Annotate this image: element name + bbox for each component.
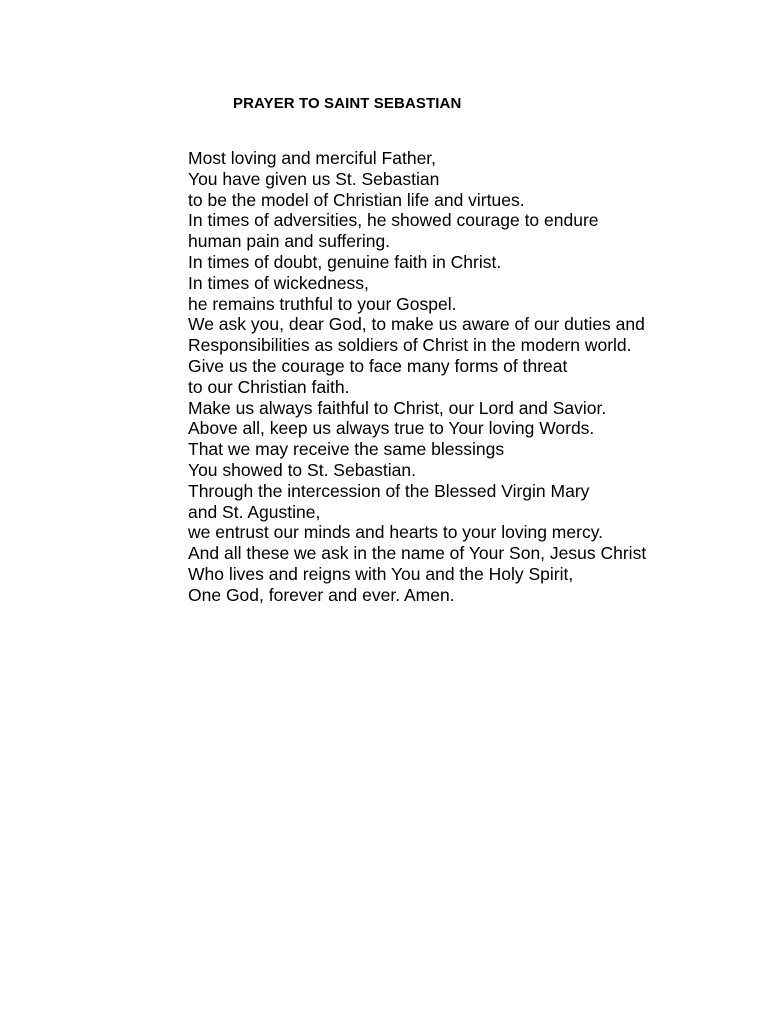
prayer-line: One God, forever and ever. Amen. bbox=[188, 584, 455, 605]
prayer-line: And all these we ask in the name of Your Son, Jesus Christ bbox=[188, 543, 647, 564]
prayer-line: Through the intercession of the Blessed Virgin Mary bbox=[188, 480, 590, 501]
prayer-title: PRAYER TO SAINT SEBASTIAN bbox=[233, 95, 462, 112]
prayer-line: Who lives and reigns with You and the Holy Spirit, bbox=[188, 563, 574, 584]
prayer-line: You have given us St. Sebastian bbox=[188, 168, 440, 189]
prayer-line: You showed to St. Sebastian. bbox=[188, 459, 416, 480]
prayer-line: Give us the courage to face many forms of threat bbox=[188, 355, 568, 376]
prayer-line: to be the model of Christian life and virtues. bbox=[188, 189, 525, 210]
prayer-line: Most loving and merciful Father, bbox=[188, 148, 437, 168]
prayer-line: and St. Agustine, bbox=[188, 501, 321, 522]
prayer-line: That we may receive the same blessings bbox=[188, 439, 505, 460]
prayer-line: he remains truthful to your Gospel. bbox=[188, 293, 457, 314]
prayer-line: In times of doubt, genuine faith in Christ. bbox=[188, 251, 502, 272]
prayer-line: We ask you, dear God, to make us aware of our duties and bbox=[188, 314, 645, 335]
prayer-line: Above all, keep us always true to Your loving Words. bbox=[188, 418, 595, 439]
prayer-line: human pain and suffering. bbox=[188, 231, 391, 252]
prayer-line: Responsibilities as soldiers of Christ in the modern world. bbox=[188, 335, 632, 356]
prayer-line: Make us always faithful to Christ, our Lord and Savior. bbox=[188, 397, 607, 418]
prayer-line: In times of wickedness, bbox=[188, 272, 369, 293]
prayer-line: In times of adversities, he showed courage to endure bbox=[188, 210, 599, 231]
prayer-line: we entrust our minds and hearts to your loving mercy. bbox=[188, 522, 604, 543]
prayer-line: to our Christian faith. bbox=[188, 376, 350, 397]
prayer-body bbox=[188, 148, 748, 606]
